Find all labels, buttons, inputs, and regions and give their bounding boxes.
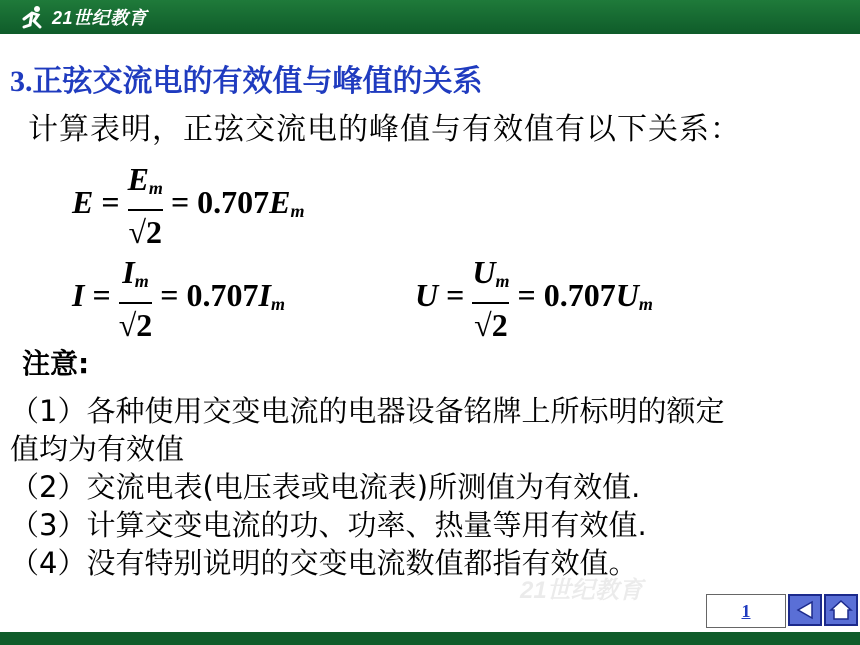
fraction-i: $\frac{I_m}{√2}$ — [118, 254, 153, 343]
equation-i: I = $\frac{I_m}{√2}$ = $0.707I_m$ — [72, 254, 285, 343]
slide-title: 3.正弦交流电的有效值与峰值的关系 — [10, 65, 483, 98]
page-number-box[interactable] — [706, 594, 786, 628]
intro-text: 计算表明，正弦交流电的峰值与有效值有以下关系： — [28, 112, 741, 147]
note-label: 注意: — [22, 347, 90, 380]
header-bar — [0, 0, 860, 34]
prev-slide-button[interactable] — [788, 594, 822, 626]
logo-text: 21世纪教育 — [52, 8, 148, 28]
note-item: （3）计算交变电流的功、功率、热量等用有效值. — [10, 508, 647, 542]
watermark: 21世纪教育 — [520, 577, 643, 604]
left-triangle-icon — [794, 599, 816, 621]
runner-logo-icon — [20, 5, 46, 29]
home-icon — [829, 599, 853, 621]
note-item: （4）没有特别说明的交变电流数值都指有效值。 — [10, 546, 638, 580]
note-item: 值均为有效值 — [10, 432, 185, 466]
notes-list — [10, 392, 850, 582]
footer-bar — [0, 632, 860, 645]
page-number-link[interactable]: 1 — [741, 600, 751, 621]
note-item: （1）各种使用交变电流的电器设备铭牌上所标明的额定 — [10, 394, 725, 428]
note-item: （2）交流电表(电压表或电流表)所测值为有效值. — [10, 470, 641, 504]
logo — [20, 3, 147, 31]
fraction-e: $\frac{E_m}{√2}$ — [127, 161, 163, 250]
equation-e: E = $\frac{E_m}{√2}$ = $0.707E_m$ — [72, 161, 305, 250]
home-button[interactable] — [824, 594, 858, 626]
equation-u: U = $\frac{U_m}{√2}$ = $0.707U_m$ — [415, 254, 653, 343]
fraction-u: $\frac{U_m}{√2}$ — [472, 254, 510, 343]
